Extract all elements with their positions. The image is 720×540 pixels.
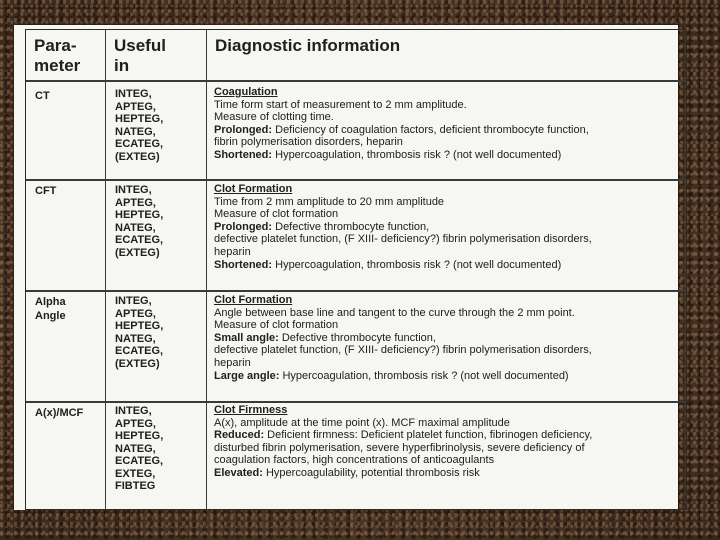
useful-in-cell [115,405,163,493]
info-title: Clot Firmness [214,404,288,416]
parameter-cell [35,406,83,420]
parameter-cell [35,295,66,323]
parameter-cell [35,184,56,198]
test-name: APTEG, [115,100,156,113]
row-divider [26,290,686,292]
test-name: INTEG, [115,88,152,100]
test-name: HEPTEG, [115,113,164,125]
info-line [214,442,682,455]
test-name: NATEG, [115,125,156,138]
info-line: Measure of clotting time. [214,111,334,124]
info-label: Prolonged: [214,123,273,136]
header-useful-in [114,36,166,76]
parameter-name: Alpha [35,296,66,308]
info-line [214,344,682,357]
header-useful-line: in [114,56,130,75]
test-name: (EXTEG) [115,357,160,370]
test-name: APTEG, [115,196,156,209]
column-divider [206,30,207,509]
diagnostic-table [25,29,687,510]
test-name: INTEG, [115,405,152,417]
info-line [214,454,682,467]
info-line [214,136,682,149]
info-line [214,357,682,370]
test-name: INTEG, [115,295,152,307]
info-title: Clot Formation [214,294,293,306]
parameter-name: Angle [35,310,66,322]
info-label: Prolonged: [214,220,273,233]
test-name: ECATEG, [115,138,164,150]
info-text: Hypercoagulation, thrombosis risk ? (not well documented) [272,148,562,161]
test-name: NATEG, [115,442,156,455]
test-name: EXTEG, [115,467,156,480]
diagnostic-info-cell [214,404,682,480]
info-text: Hypercoagulability, potential thrombosis risk [262,466,480,479]
info-text: Hypercoagulation, thrombosis risk ? (not well documented) [279,369,569,382]
test-name: ECATEG, [115,345,164,357]
info-line: Time from 2 mm amplitude to 20 mm amplitude [214,195,445,208]
info-text: Defective thrombocyte function, [278,331,436,344]
useful-in-cell [115,295,163,370]
header-parameter [34,36,80,76]
test-name: HEPTEG, [115,209,164,221]
diagnostic-info-cell [214,294,682,382]
test-name: NATEG, [115,332,156,345]
test-name: HEPTEG, [115,430,164,442]
info-text: Defective thrombocyte function, [272,220,430,233]
test-name: APTEG, [115,417,156,430]
info-text: Hypercoagulation, thrombosis risk ? (not well documented) [272,258,562,271]
header-diagnostic-information: Diagnostic information [215,36,401,55]
test-name: ECATEG, [115,455,164,467]
test-name: HEPTEG, [115,320,164,332]
info-text: Deficiency of coagulation factors, deficient thrombocyte function, [272,123,589,136]
info-line [214,429,682,442]
document-page [14,25,678,510]
header-useful-line: Useful [114,36,166,55]
info-text: heparin [214,356,251,369]
useful-in-cell [115,184,163,259]
info-line [214,233,682,246]
test-name: NATEG, [115,221,156,234]
header-parameter-line: meter [34,56,81,75]
row-divider [26,80,686,82]
useful-in-cell [115,88,163,163]
info-label: Shortened: [214,148,273,161]
parameter-cell [35,89,50,103]
info-label: Large angle: [214,369,280,382]
info-text: coagulation factors, high concentrations of anticoagulants [214,454,495,467]
info-text: Deficient firmness: Deficient platelet function, fibrinogen deficiency, [264,429,593,442]
info-title: Clot Formation [214,183,293,195]
info-line: Angle between base line and tangent to the curve through the 2 mm point. [214,306,575,319]
info-line [214,124,682,137]
column-divider [105,30,106,509]
info-line [214,259,682,272]
test-name: (EXTEG) [115,246,160,259]
test-name: ECATEG, [115,234,164,246]
diagnostic-info-cell [214,183,682,271]
info-line [214,221,682,234]
row-divider [26,401,686,403]
info-title: Coagulation [214,86,278,98]
test-name: INTEG, [115,184,152,196]
info-line: Measure of clot formation [214,319,339,332]
info-line: A(x), amplitude at the time point (x). MCF maximal amplitude [214,416,510,429]
info-label: Shortened: [214,258,273,271]
diagnostic-info-cell [214,86,682,162]
info-line [214,370,682,383]
row-divider [26,179,686,181]
info-text: disturbed fibrin polymerisation, severe hyperfibrinolysis, severe deficiency of [214,441,585,454]
info-text: defective platelet function, (F XIII- deficiency?) fibrin polymerisation disorders, [214,344,592,357]
parameter-name: CT [35,90,50,102]
info-line [214,149,682,162]
info-line [214,332,682,345]
test-name: APTEG, [115,307,156,320]
info-label: Elevated: [214,466,263,479]
parameter-name: A(x)/MCF [35,407,84,419]
info-label: Reduced: [214,429,265,442]
info-text: heparin [214,245,251,258]
parameter-name: CFT [35,185,57,197]
info-line [214,467,682,480]
test-name: FIBTEG [115,480,156,492]
test-name: (EXTEG) [115,150,160,163]
info-line: Measure of clot formation [214,208,339,221]
info-label: Small angle: [214,331,279,344]
info-text: defective platelet function, (F XIII- deficiency?) fibrin polymerisation disorders, [214,233,592,246]
info-line [214,246,682,259]
info-text: fibrin polymerisation disorders, heparin [214,136,403,149]
info-line: Time form start of measurement to 2 mm amplitude. [214,98,467,111]
header-parameter-line: Para- [34,36,77,55]
